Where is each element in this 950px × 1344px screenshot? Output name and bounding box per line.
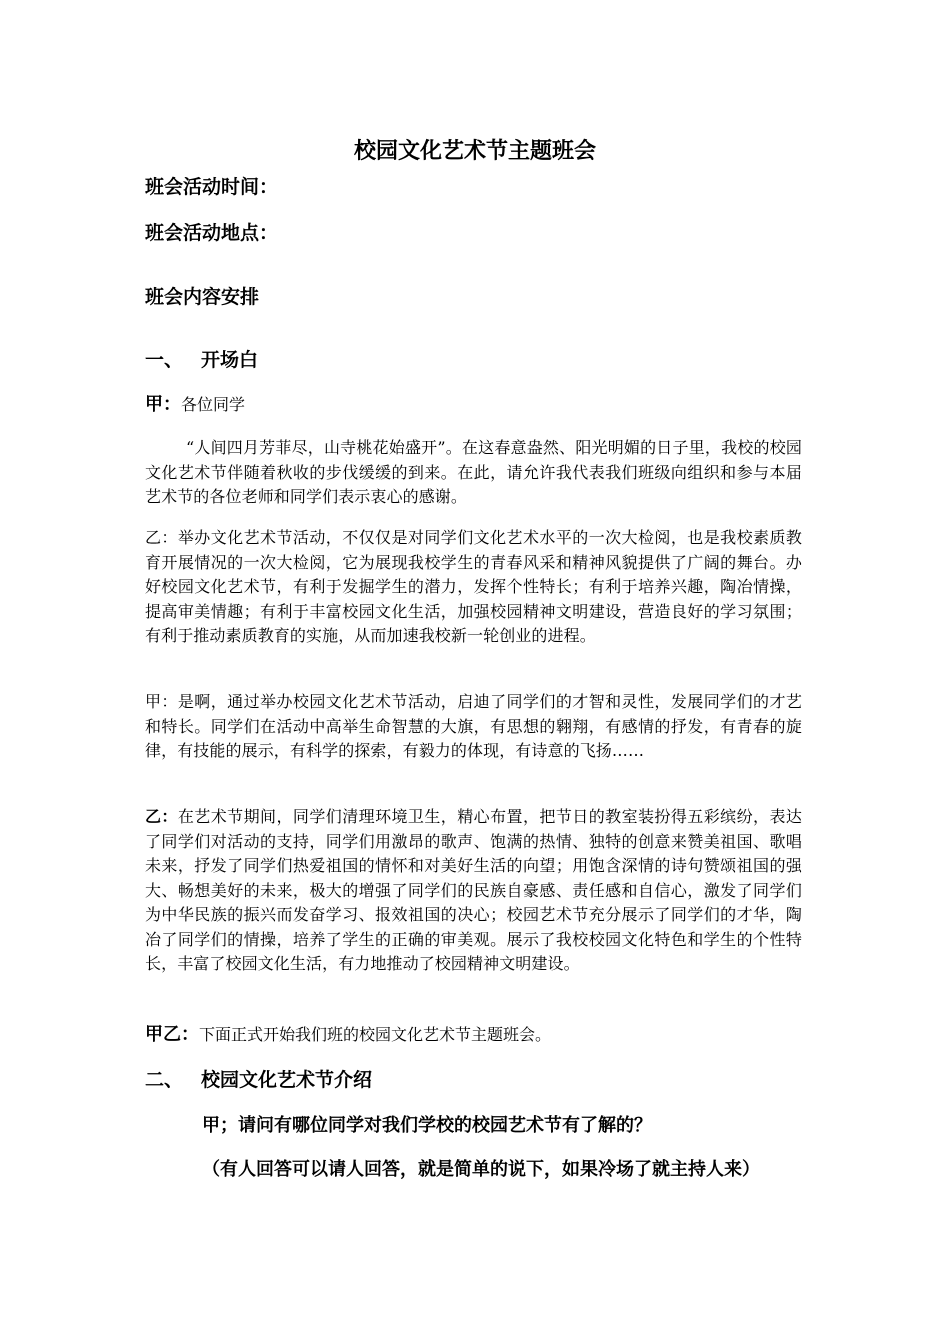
section-1-title: 开场白 [201, 349, 259, 371]
section-1-heading [145, 346, 258, 374]
host-note: （有人回答可以请人回答，就是简单的说下，如果冷场了就主持人来） [202, 1159, 760, 1180]
jiayi-line [145, 1023, 800, 1047]
section-2-heading [145, 1066, 372, 1094]
section-1-number: 一、 [145, 349, 184, 371]
document-title: 校园文化艺术节主题班会 [353, 139, 596, 164]
paragraph-yi-2-text: 在艺术节期间，同学们清理环境卫生，精心布置，把节日的教室装扮得五彩缤纷，表达了同学们对活动的支持，同学们用激昂的歌声、饱满的热情、独特的创意来赞美祖国、歌唱未来，抒发了同学们热爱祖国的情怀和对美好生活的向望；用饱含深情的诗句赞颂祖国的强大、畅想美好的未来，极大的增强了同学们的民族自豪感、责任感和自信心，激发了同学们为中华民族的振兴而发奋学习、报效祖国的决心；校园艺术节充分展示了同学们的才华，陶冶了同学们的情操，培养了学生的正确的审美观。展示了我校校园文化特色和学生的个性特长，丰富了校园文化生活，有力地推动了校园精神文明建设。 [145, 807, 802, 973]
greeting-line [145, 393, 800, 417]
paragraph-yi-2 [145, 805, 802, 977]
paragraph-jia-2: 甲：是啊，通过举办校园文化艺术节活动，启迪了同学们的才智和灵性，发展同学们的才艺和特长。同学们在活动中高举生命智慧的大旗，有思想的翱翔，有感情的抒发，有青春的旋律，有技能的展示，有科学的探索，有毅力的体现，有诗意的飞扬…… [145, 692, 802, 760]
section-2-title: 校园文化艺术节介绍 [201, 1069, 373, 1091]
paragraph-yi-1: 乙：举办文化艺术节活动，不仅仅是对同学们文化艺术水平的一次大检阅，也是我校素质教育开展情况的一次大检阅，它为展现我校学生的青春风采和精神风貌提供了广阔的舞台。办好校园文化艺术节，有利于发掘学生的潜力，发挥个性特长；有利于培养兴趣，陶冶情操，提高审美情趣；有利于丰富校园文化生活，加强校园精神文明建设，营造良好的学习氛围；有利于推动素质教育的实施，从而加速我校新一轮创业的进程。 [145, 528, 802, 645]
jiayi-speaker: 甲乙： [145, 1024, 199, 1045]
activity-time-label: 班会活动时间： [145, 176, 279, 198]
jiayi-text: 下面正式开始我们班的校园文化艺术节主题班会。 [199, 1025, 552, 1044]
activity-place-label: 班会活动地点： [145, 222, 279, 244]
paragraph-yi-2-speaker: 乙： [145, 807, 178, 826]
paragraph-intro: “人间四月芳菲尽，山寺桃花始盛开”。在这春意盎然、阳光明媚的日子里，我校的校园文化艺术节伴随着秋收的步伐缓缓的到来。在此，请允许我代表我们班级向组织和参与本届艺术节的各位老师和同学们表示衷心的感谢。 [145, 438, 802, 506]
greeting-text: 各位同学 [181, 395, 246, 414]
content-heading: 班会内容安排 [145, 286, 260, 308]
section-2-number: 二、 [145, 1069, 184, 1091]
question-line: 甲；请问有哪位同学对我们学校的校园艺术节有了解的？ [202, 1115, 652, 1136]
greeting-speaker: 甲： [145, 394, 181, 415]
